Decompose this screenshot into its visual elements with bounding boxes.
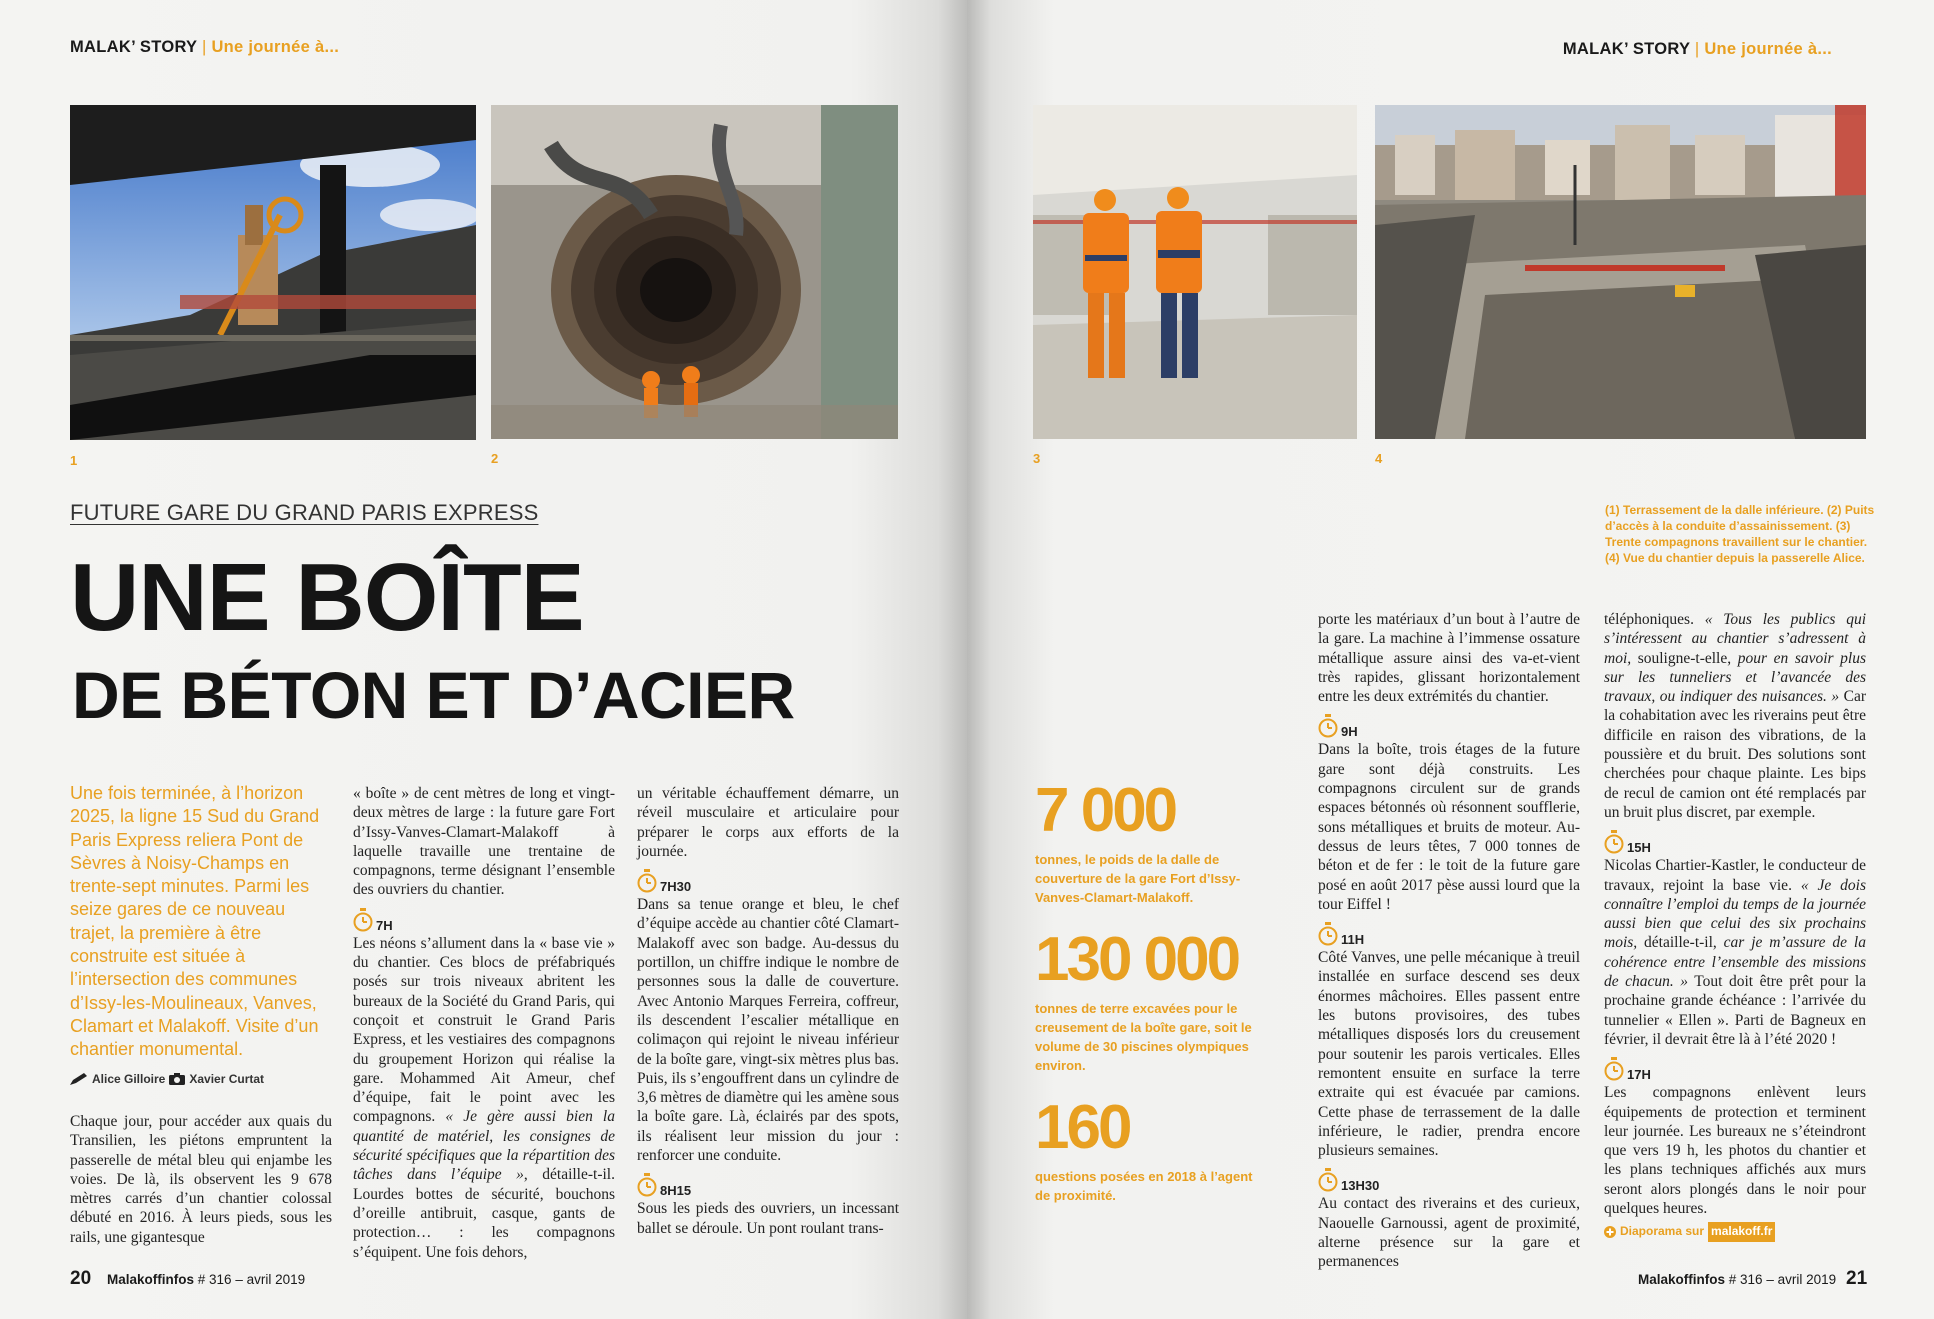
photo-2-image	[491, 105, 898, 439]
quote: « Je dois connaître l’emploi du temps de la journée aussi bien que celui des six prochains mois,	[1604, 876, 1866, 952]
article-title-line2: DE BÉTON ET D’ACIER	[72, 658, 795, 732]
paragraph: Les compagnons enlèvent leurs équipements de protection et terminent leur journée. Les bureaux ne s’éteindront que vers 19 h, les photos du chantier et les plans techniques affichés aux murs seront alors plongés dans le noir pour quelques heures.	[1604, 1084, 1866, 1218]
stat-block-2	[1035, 925, 1265, 1075]
time-label: 15H	[1627, 840, 1651, 856]
page-footer	[1638, 1272, 1836, 1287]
text: souligne-t-elle,	[1631, 649, 1738, 667]
article-intro: Une fois terminée, à l’horizon 2025, la ligne 15 Sud du Grand Paris Express reliera Pont de Sèvres à Noisy-Champs en trente-sept minutes. Parmi les seize gares de ce nouveau trajet, la première à être construite est située à l’intersection des communes d’Issy-les-Moulineaux, Vanves, Clamart et Malakoff. Visite d’un chantier monumental.	[70, 783, 320, 1060]
header-section: Une journée à...	[1704, 40, 1832, 58]
photo-4	[1375, 105, 1866, 439]
page-footer	[107, 1272, 305, 1287]
page-number: 21	[1846, 1268, 1868, 1289]
article-column-1	[70, 1112, 332, 1247]
quote: pour en savoir plus sur les tunneliers et l’avancée des travaux, ou indiquer des nuisances. »	[1604, 649, 1866, 706]
paragraph: Dans la boîte, trois étages de la future gare sont déjà construits. Les compagnons circulent sur de grands espaces bétonnés où résonnent soufflerie, sons métalliques et bruits de moteur. Au-dessus de leurs têtes, 7 000 tonnes de béton et de fer : le toit de la future gare posé en août 2017 pèse aussi lourd que la tour Eiffel !	[1318, 741, 1580, 913]
article-column-4	[1318, 610, 1580, 1272]
paragraph: un véritable échauffement démarre, un réveil musculaire et articulaire pour préparer le corps aux efforts de la journée.	[637, 785, 899, 860]
paragraph: Dans sa tenue orange et bleu, le chef d’équipe accède au chantier côté Clamart-Malakoff avec son badge. Au-dessus du portillon, un chiffre indique le nombre de personnes sous la dalle de couverture. Avec Antonio Marques Ferreira, coffreur, ils descendent l’escalier métallique en colimaçon qui rejoint le niveau inférieur de la boîte gare, vingt-six mètres plus bas. Puis, ils s’engouffrent dans un cylindre de 3,6 mètres de diamètre qui les amène sous la boîte gare. Là, éclairés par des spots, ils réalisent leur mission du jour : renforcer une conduite.	[637, 896, 899, 1165]
plus-circle-icon	[1604, 1226, 1616, 1238]
stopwatch-icon	[1318, 922, 1338, 946]
paragraph: porte les matériaux d’un bout à l’autre de la gare. La machine à l’immense ossature métallique assure ainsi des va-et-vient très rapides, glissant horizontalement entre les deux extrémités du chantier.	[1318, 611, 1580, 706]
time-label: 7H	[376, 917, 393, 933]
stat-number: 130 000	[1035, 925, 1239, 994]
article-kicker: FUTURE GARE DU GRAND PARIS EXPRESS	[70, 500, 539, 525]
time-marker-15h	[1604, 830, 1866, 854]
article-column-3	[637, 784, 899, 1238]
photo-3-image	[1033, 105, 1357, 439]
stat-block-3	[1035, 1093, 1265, 1205]
quote: car je m’assure de la cohérence entre l’ensemble des missions de chacun. »	[1604, 934, 1866, 991]
time-label: 8H15	[660, 1183, 692, 1199]
paragraph: Côté Vanves, une pelle mécanique à treuil installée en surface descend ses deux énormes mâchoires. Elles passent entre les butons provisoires, des tubes métalliques disposés lors du creusement pour soutenir les parois verticales. Elles remontent ensuite en surface la terre extraite qui est évacuée par camions. Cette phase de terrassement de la dalle inférieure, le radier, prendra encore plusieurs semaines.	[1318, 949, 1580, 1160]
time-marker-17h	[1604, 1057, 1866, 1081]
stopwatch-icon	[1318, 1168, 1338, 1192]
time-marker-7h	[353, 908, 615, 932]
time-label: 13H30	[1341, 1178, 1380, 1194]
paragraph: Chaque jour, pour accéder aux quais du Transilien, les piétons empruntent la passerelle de métal bleu qui enjambe les voies. De là, ils observent les 9 678 mètres carrés d’un chantier colossal débuté en 2016. À leurs pieds, sous les rails, une gigantesque	[70, 1113, 332, 1246]
paragraph: Sous les pieds des ouvriers, un incessant ballet se déroule. Un pont roulant trans-	[637, 1200, 899, 1237]
footer-issue: # 316	[1728, 1272, 1763, 1287]
diaporama-label: Diaporama sur	[1620, 1224, 1705, 1239]
footer-magazine: Malakoffinfos	[1638, 1272, 1726, 1287]
stat-text: tonnes de terre excavées pour le creusement de la boîte gare, soit le volume de 30 piscines olympiques environ.	[1035, 1001, 1252, 1073]
paragraph	[1604, 856, 1866, 1049]
text: détaille-t-il,	[1637, 934, 1724, 952]
photo-caption: (1) Terrassement de la dalle inférieure. (2) Puits d’accès à la conduite d’assainissement. (3) Trente compagnons travaillent sur le chantier. (4) Vue du chantier depuis la passerelle Alice.	[1605, 503, 1875, 565]
photo-1-image	[70, 105, 476, 440]
time-label: 9H	[1341, 724, 1358, 740]
paragraph: Au contact des riverains et des curieux, Naouelle Garnoussi, agent de proximité, alterne présence sur la gare et permanences	[1318, 1195, 1580, 1271]
time-label: 7H30	[660, 879, 692, 895]
text: Car la cohabitation avec les riverains peut être difficile en raison des vibrations, de la poussière et du bruit. Des solutions sont cherchées pour chaque plainte. Les bips de recul de camion ont été remplacés par un bruit plus discret, par exemple.	[1604, 688, 1866, 821]
footer-date: – avril 2019	[235, 1272, 306, 1287]
paragraph	[1604, 610, 1866, 822]
stat-number: 7 000	[1035, 776, 1176, 845]
stopwatch-icon	[637, 1173, 657, 1197]
photo-4-number: 4	[1375, 451, 1383, 466]
photo-1-number: 1	[70, 453, 78, 468]
right-page	[967, 0, 1934, 1319]
photo-3-number: 3	[1033, 451, 1041, 466]
photo-3	[1033, 105, 1357, 439]
quote: « Tous les publics qui s’intéressent au chantier s’adressent à moi,	[1604, 611, 1866, 667]
text: Les néons s’allument dans la « base vie » du chantier. Ces blocs de préfabriqués posés sur trois niveaux abritent les bureaux de la Société du Grand Paris, qui conçoit et construit le Grand Paris Express, et les vestiaires des compagnons du groupement Horizon qui réalise la gare. Mohammed Ait Ameur, chef d’équipe, fait le point avec les compagnons.	[353, 934, 615, 1126]
stat-number: 160	[1035, 1093, 1130, 1162]
article-credits	[70, 1072, 264, 1086]
footer-date: – avril 2019	[1766, 1272, 1837, 1287]
paragraph: « boîte » de cent mètres de long et vingt-deux mètres de large : la future gare Fort d’Issy-Vanves-Clamart-Malakoff à laquelle travaille une trentaine de compagnons, terme désignant l’ensemble des ouvriers du chantier.	[353, 785, 615, 899]
text: Tout doit être prêt pour la prochaine grande échéance : l’arrivée du tunnelier « Ellen ». Parti de Bagneux en février, il devrait être là à l’été 2020 !	[1604, 973, 1867, 1048]
stopwatch-icon	[1318, 714, 1338, 738]
footer-issue: # 316	[197, 1272, 232, 1287]
header-brand: MALAK’ STORY	[1562, 40, 1690, 58]
time-label: 11H	[1341, 932, 1365, 948]
text: téléphoniques.	[1604, 611, 1705, 628]
text: , détaille-t-il. Lourdes bottes de sécurité, bouchons d’oreille antibruit, casque, gants de protection… : les compagnons s’équipent. Une fois dehors,	[353, 1166, 615, 1261]
stopwatch-icon	[1604, 830, 1624, 854]
photo-4-image	[1375, 105, 1866, 439]
header-separator: |	[1694, 40, 1700, 58]
footer-magazine: Malakoffinfos	[107, 1272, 195, 1287]
stat-text: questions posées en 2018 à l’agent de proximité.	[1035, 1169, 1253, 1203]
photo-2	[491, 105, 898, 439]
camera-icon	[169, 1073, 185, 1085]
credit-photographer: Xavier Curtat	[189, 1072, 265, 1086]
header-brand: MALAK’ STORY	[70, 38, 198, 56]
article-title-line1: UNE BOÎTE	[70, 544, 584, 651]
header-section: Une journée à...	[211, 38, 340, 56]
header-separator: |	[201, 38, 207, 56]
stat-text: tonnes, le poids de la dalle de couverture de la gare Fort d’Issy-Vanves-Clamart-Malakoff.	[1035, 852, 1241, 905]
stat-block-1	[1035, 776, 1265, 907]
time-label: 17H	[1627, 1067, 1651, 1083]
photo-1	[70, 105, 476, 440]
page-header	[1563, 40, 1832, 59]
quote: « Je gère aussi bien la quantité de matériel, les consignes de sécurité spécifiques que la répartition des tâches dans l’équipe »	[353, 1108, 615, 1184]
pen-icon	[70, 1073, 88, 1085]
time-marker-13h30	[1318, 1168, 1580, 1192]
article-column-5	[1604, 610, 1866, 1242]
photo-2-number: 2	[491, 451, 499, 466]
diaporama-site[interactable]: malakoff.fr	[1708, 1222, 1775, 1241]
article-column-2	[353, 784, 615, 1262]
paragraph	[353, 934, 615, 1262]
time-marker-7h30	[637, 869, 899, 893]
stopwatch-icon	[1604, 1057, 1624, 1081]
stopwatch-icon	[353, 908, 373, 932]
diaporama-link[interactable]	[1604, 1222, 1866, 1241]
credit-author: Alice Gilloire	[92, 1072, 166, 1086]
time-marker-11h	[1318, 922, 1580, 946]
stopwatch-icon	[637, 869, 657, 893]
page-header	[70, 38, 339, 57]
time-marker-9h	[1318, 714, 1580, 738]
page-number: 20	[70, 1268, 92, 1289]
time-marker-8h15	[637, 1173, 899, 1197]
text: Nicolas Chartier-Kastler, le conducteur de travaux, rejoint la base vie.	[1604, 857, 1866, 894]
